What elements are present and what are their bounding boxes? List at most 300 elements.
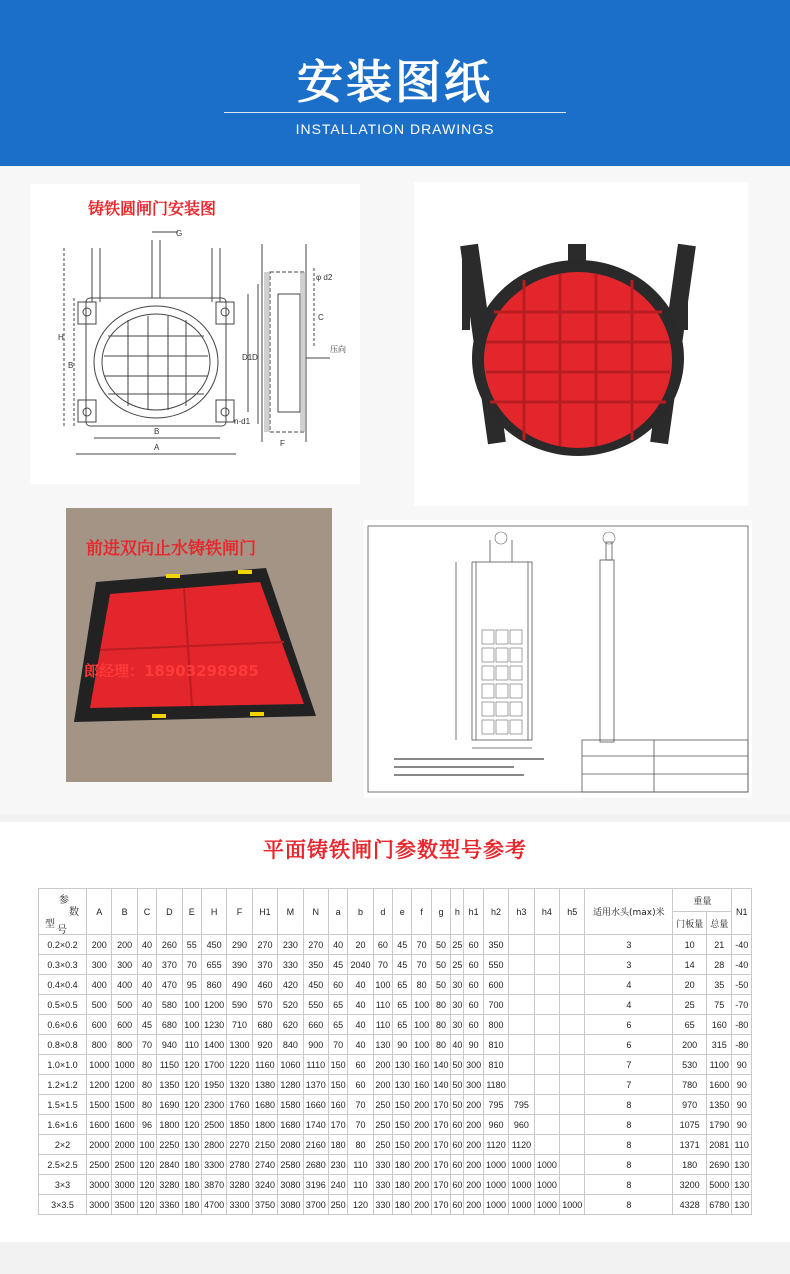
table-cell: 120 xyxy=(182,1055,201,1075)
table-cell: 180 xyxy=(393,1155,412,1175)
model-cell: 1.5×1.5 xyxy=(39,1095,87,1115)
table-cell: 120 xyxy=(348,1195,373,1215)
table-cell: 130 xyxy=(182,1135,201,1155)
table-cell: 120 xyxy=(182,1095,201,1115)
table-cell xyxy=(534,1135,559,1155)
table-cell: 150 xyxy=(328,1055,347,1075)
table-cell: 45 xyxy=(328,955,347,975)
table-cell: 250 xyxy=(328,1195,347,1215)
table-cell xyxy=(560,1035,585,1055)
model-cell: 0.4×0.4 xyxy=(39,975,87,995)
table-cell: 65 xyxy=(393,1015,412,1035)
table-cell: 2500 xyxy=(201,1115,226,1135)
table-cell: 30 xyxy=(451,975,464,995)
col-header: A xyxy=(87,889,112,935)
table-cell xyxy=(509,1015,534,1035)
table-cell: 55 xyxy=(182,935,201,955)
table-cell: 1060 xyxy=(278,1055,303,1075)
table-cell: 370 xyxy=(157,955,182,975)
col-header: f xyxy=(412,889,431,935)
table-cell xyxy=(534,1115,559,1135)
table-cell: 200 xyxy=(412,1135,431,1155)
table-cell: 3500 xyxy=(112,1195,137,1215)
table-cell: 60 xyxy=(348,1075,373,1095)
model-cell: 0.3×0.3 xyxy=(39,955,87,975)
table-cell: 1110 xyxy=(303,1055,328,1075)
table-cell xyxy=(560,955,585,975)
table-cell: 80 xyxy=(137,1055,156,1075)
table-cell: -80 xyxy=(732,1035,752,1055)
table-cell: 130 xyxy=(732,1195,752,1215)
table-cell xyxy=(560,1015,585,1035)
table-cell: 450 xyxy=(303,975,328,995)
table-cell: 660 xyxy=(303,1015,328,1035)
table-cell xyxy=(509,995,534,1015)
table-cell: 940 xyxy=(157,1035,182,1055)
table-cell: 400 xyxy=(87,975,112,995)
table-cell: 95 xyxy=(182,975,201,995)
col-header: g xyxy=(431,889,450,935)
table-cell: 100 xyxy=(137,1135,156,1155)
table-cell: 1120 xyxy=(483,1135,508,1155)
table-cell: 110 xyxy=(732,1135,752,1155)
table-cell: 230 xyxy=(278,935,303,955)
table-cell xyxy=(560,1095,585,1115)
table-cell: 150 xyxy=(393,1095,412,1115)
table-cell: 4 xyxy=(585,995,673,1015)
table-cell: 1500 xyxy=(112,1095,137,1115)
col-header-head: 适用水头(max)米 xyxy=(585,889,673,935)
table-cell: 800 xyxy=(87,1035,112,1055)
table-cell: 21 xyxy=(707,935,732,955)
dim-label-f: F xyxy=(280,439,285,448)
table-cell: 130 xyxy=(393,1055,412,1075)
table-cell: 270 xyxy=(252,935,277,955)
table-cell: 40 xyxy=(137,935,156,955)
table-cell: 200 xyxy=(412,1155,431,1175)
table-cell: 1850 xyxy=(227,1115,252,1135)
table-cell: 680 xyxy=(252,1015,277,1035)
table-cell: 530 xyxy=(673,1055,707,1075)
table-cell: 370 xyxy=(252,955,277,975)
table-cell xyxy=(509,1055,534,1075)
col-header: E xyxy=(182,889,201,935)
table-cell: 200 xyxy=(412,1115,431,1135)
table-cell: 130 xyxy=(373,1035,392,1055)
table-cell: 70 xyxy=(348,1115,373,1135)
dim-label-nd1: n-d1 xyxy=(234,417,251,426)
table-cell: 500 xyxy=(87,995,112,1015)
table-cell: 1000 xyxy=(509,1155,534,1175)
table-cell: 80 xyxy=(412,975,431,995)
table-cell: 655 xyxy=(201,955,226,975)
table-cell: 6 xyxy=(585,1015,673,1035)
table-cell: 350 xyxy=(483,935,508,955)
model-cell: 1.0×1.0 xyxy=(39,1055,87,1075)
col-header-weight: 重量 xyxy=(673,889,732,912)
dim-label-d1: D1 xyxy=(242,353,253,362)
table-row xyxy=(39,1155,752,1175)
table-cell: 1350 xyxy=(707,1095,732,1115)
footer-band xyxy=(0,1242,790,1274)
col-header: M xyxy=(278,889,303,935)
table-cell: 65 xyxy=(673,1015,707,1035)
table-cell xyxy=(534,1015,559,1035)
model-cell: 0.8×0.8 xyxy=(39,1035,87,1055)
table-cell: 40 xyxy=(348,1015,373,1035)
table-cell xyxy=(560,1135,585,1155)
table-cell: 315 xyxy=(707,1035,732,1055)
table-cell: 200 xyxy=(373,1075,392,1095)
corner-label-hao: 号 xyxy=(57,925,67,936)
table-cell: -80 xyxy=(732,1015,752,1035)
table-row xyxy=(39,935,752,955)
table-cell: 3360 xyxy=(157,1195,182,1215)
table-cell: 1380 xyxy=(252,1075,277,1095)
table-cell: 330 xyxy=(278,955,303,975)
table-cell: 680 xyxy=(157,1015,182,1035)
table-cell: 4700 xyxy=(201,1195,226,1215)
table-cell: 2840 xyxy=(157,1155,182,1175)
table-cell: 70 xyxy=(412,935,431,955)
table-cell: 45 xyxy=(393,955,412,975)
table-cell: 270 xyxy=(303,935,328,955)
table-cell: 600 xyxy=(87,1015,112,1035)
table-cell: 70 xyxy=(137,1035,156,1055)
table-cell xyxy=(534,935,559,955)
table-cell: 120 xyxy=(137,1155,156,1175)
table-cell: 65 xyxy=(393,975,412,995)
table-cell: 96 xyxy=(137,1115,156,1135)
table-cell: 2250 xyxy=(157,1135,182,1155)
table-row xyxy=(39,1035,752,1055)
table-cell: 1300 xyxy=(227,1035,252,1055)
header-banner xyxy=(0,0,790,166)
table-cell: 60 xyxy=(451,1195,464,1215)
table-cell: 2160 xyxy=(303,1135,328,1155)
table-cell: 1000 xyxy=(112,1055,137,1075)
parameter-section xyxy=(0,822,790,1242)
bidirectional-gate-caption: 前进双向止水铸铁闸门 xyxy=(86,539,256,559)
table-cell: 100 xyxy=(182,995,201,1015)
table-cell: 300 xyxy=(112,955,137,975)
table-cell: 3000 xyxy=(112,1175,137,1195)
round-gate-drawing xyxy=(30,184,360,484)
contact-phone: 郎经理：18903298985 xyxy=(84,662,259,680)
table-cell: 170 xyxy=(431,1155,450,1175)
table-cell: 3 xyxy=(585,935,673,955)
table-cell: 970 xyxy=(673,1095,707,1115)
table-cell: 2081 xyxy=(707,1135,732,1155)
col-header: B xyxy=(112,889,137,935)
table-cell: 45 xyxy=(137,1015,156,1035)
table-cell: 110 xyxy=(348,1175,373,1195)
table-cell: 170 xyxy=(431,1115,450,1135)
table-cell: 60 xyxy=(451,1115,464,1135)
table-cell: 40 xyxy=(348,1035,373,1055)
table-cell: 810 xyxy=(483,1055,508,1075)
table-cell: 200 xyxy=(464,1195,483,1215)
table-cell: 1320 xyxy=(227,1075,252,1095)
table-cell: 2300 xyxy=(201,1095,226,1115)
table-cell: 960 xyxy=(509,1115,534,1135)
table-cell: 2690 xyxy=(707,1155,732,1175)
col-header: h1 xyxy=(464,889,483,935)
table-cell: 1600 xyxy=(707,1075,732,1095)
table-cell xyxy=(509,1035,534,1055)
table-cell: 490 xyxy=(227,975,252,995)
table-row xyxy=(39,1195,752,1215)
title-divider xyxy=(224,112,566,113)
table-cell: 795 xyxy=(509,1095,534,1115)
table-cell: 60 xyxy=(328,975,347,995)
table-cell: 7 xyxy=(585,1055,673,1075)
table-cell: 700 xyxy=(483,995,508,1015)
table-cell: 4 xyxy=(585,975,673,995)
table-cell: 80 xyxy=(431,1015,450,1035)
table-cell: 100 xyxy=(412,1035,431,1055)
table-cell: 960 xyxy=(483,1115,508,1135)
parameter-table xyxy=(38,888,752,1215)
table-cell: 2800 xyxy=(201,1135,226,1155)
table-cell: 800 xyxy=(112,1035,137,1055)
table-cell: 1000 xyxy=(534,1195,559,1215)
round-gate-photo xyxy=(414,182,748,506)
table-cell: 3870 xyxy=(201,1175,226,1195)
gate-cad-drawing xyxy=(364,520,752,798)
table-cell: 65 xyxy=(393,995,412,1015)
table-cell: 60 xyxy=(451,1155,464,1175)
table-cell xyxy=(534,955,559,975)
table-cell: 2740 xyxy=(252,1155,277,1175)
table-cell: 8 xyxy=(585,1135,673,1155)
table-cell: 80 xyxy=(431,995,450,1015)
table-cell: 1200 xyxy=(87,1075,112,1095)
table-cell: 300 xyxy=(87,955,112,975)
table-cell: 45 xyxy=(393,935,412,955)
table-cell: 14 xyxy=(673,955,707,975)
table-cell: 300 xyxy=(464,1055,483,1075)
table-cell: 100 xyxy=(182,1015,201,1035)
dim-label-d: D xyxy=(252,353,258,362)
table-cell: 8 xyxy=(585,1175,673,1195)
table-cell: 550 xyxy=(483,955,508,975)
table-cell: 2040 xyxy=(348,955,373,975)
col-header: N xyxy=(303,889,328,935)
dim-label-b: B xyxy=(154,427,160,436)
table-cell: 40 xyxy=(348,975,373,995)
table-cell: 3280 xyxy=(157,1175,182,1195)
table-cell: 80 xyxy=(137,1095,156,1115)
table-cell: 8 xyxy=(585,1195,673,1215)
table-cell: 130 xyxy=(732,1155,752,1175)
corner-label-can: 参 xyxy=(59,895,69,906)
table-cell: 40 xyxy=(137,995,156,1015)
table-cell: 3240 xyxy=(252,1175,277,1195)
table-cell: 170 xyxy=(431,1095,450,1115)
table-cell: 795 xyxy=(483,1095,508,1115)
table-cell: 300 xyxy=(464,1075,483,1095)
table-cell xyxy=(560,995,585,1015)
model-cell: 2.5×2.5 xyxy=(39,1155,87,1175)
table-cell: 900 xyxy=(303,1035,328,1055)
table-cell: 500 xyxy=(112,995,137,1015)
round-gate-caption: 铸铁圆闸门安装图 xyxy=(88,199,217,218)
table-cell: 1740 xyxy=(303,1115,328,1135)
table-cell xyxy=(560,1075,585,1095)
model-cell: 0.6×0.6 xyxy=(39,1015,87,1035)
table-cell: 1760 xyxy=(227,1095,252,1115)
round-gate-technical-drawing xyxy=(30,228,360,478)
col-header: H xyxy=(201,889,226,935)
table-cell: 250 xyxy=(373,1135,392,1155)
table-cell: 180 xyxy=(182,1175,201,1195)
table-cell: 840 xyxy=(278,1035,303,1055)
table-cell: 130 xyxy=(393,1075,412,1095)
table-cell: 65 xyxy=(328,995,347,1015)
table-cell: 6 xyxy=(585,1035,673,1055)
table-cell: 200 xyxy=(87,935,112,955)
table-cell: 330 xyxy=(373,1175,392,1195)
table-cell xyxy=(534,1075,559,1095)
corner-label-shu: 数 xyxy=(69,907,79,918)
table-cell: 1000 xyxy=(509,1175,534,1195)
table-cell: 3196 xyxy=(303,1175,328,1195)
col-header: H1 xyxy=(252,889,277,935)
table-cell: 70 xyxy=(412,955,431,975)
table-cell: 1800 xyxy=(252,1115,277,1135)
table-cell: 3080 xyxy=(278,1175,303,1195)
col-header-plate-weight: 门板量 xyxy=(673,912,707,935)
table-cell: 2580 xyxy=(278,1155,303,1175)
table-cell: 160 xyxy=(328,1095,347,1115)
table-cell: 80 xyxy=(137,1075,156,1095)
table-cell: 3000 xyxy=(87,1195,112,1215)
table-cell: 90 xyxy=(393,1035,412,1055)
table-cell: 420 xyxy=(278,975,303,995)
table-cell: 20 xyxy=(348,935,373,955)
table-row xyxy=(39,1075,752,1095)
table-cell: 1075 xyxy=(673,1115,707,1135)
dim-label-a: A xyxy=(154,443,160,452)
parameter-table-body xyxy=(39,935,752,1215)
table-cell: 1600 xyxy=(112,1115,137,1135)
table-cell: 150 xyxy=(393,1115,412,1135)
table-cell: 80 xyxy=(348,1135,373,1155)
col-header-total-weight: 总量 xyxy=(707,912,732,935)
table-cell: 180 xyxy=(393,1175,412,1195)
table-cell: 110 xyxy=(373,1015,392,1035)
table-cell xyxy=(560,1155,585,1175)
table-cell: 60 xyxy=(464,995,483,1015)
table-cell: 170 xyxy=(431,1175,450,1195)
table-cell: 2270 xyxy=(227,1135,252,1155)
table-cell: 3750 xyxy=(252,1195,277,1215)
model-cell: 1.6×1.6 xyxy=(39,1115,87,1135)
table-cell: 1500 xyxy=(87,1095,112,1115)
table-row xyxy=(39,975,752,995)
col-header: D xyxy=(157,889,182,935)
table-cell: 1690 xyxy=(157,1095,182,1115)
table-cell xyxy=(560,1055,585,1075)
table-cell: 90 xyxy=(732,1115,752,1135)
table-row xyxy=(39,1115,752,1135)
table-cell: 3000 xyxy=(87,1175,112,1195)
table-cell: 1200 xyxy=(201,995,226,1015)
table-cell: 1000 xyxy=(560,1195,585,1215)
table-cell: 1700 xyxy=(201,1055,226,1075)
table-row xyxy=(39,1095,752,1115)
table-cell: 250 xyxy=(373,1095,392,1115)
table-cell: 50 xyxy=(451,1095,464,1115)
table-cell: 160 xyxy=(412,1075,431,1095)
table-cell: 250 xyxy=(373,1115,392,1135)
table-cell: 3200 xyxy=(673,1175,707,1195)
gate-cad-sheet xyxy=(364,520,752,798)
table-cell: 2500 xyxy=(112,1155,137,1175)
table-cell xyxy=(534,1095,559,1115)
table-cell: 60 xyxy=(464,935,483,955)
table-cell: 200 xyxy=(464,1175,483,1195)
table-cell: 200 xyxy=(673,1035,707,1055)
table-cell: 120 xyxy=(182,1115,201,1135)
table-cell: 60 xyxy=(464,1015,483,1035)
table-cell: 75 xyxy=(707,995,732,1015)
dim-label-direction: 压向 xyxy=(330,345,346,354)
table-cell: 1680 xyxy=(278,1115,303,1135)
table-cell: 860 xyxy=(201,975,226,995)
table-cell: 50 xyxy=(451,1055,464,1075)
table-cell: 570 xyxy=(252,995,277,1015)
table-cell: 200 xyxy=(412,1095,431,1115)
table-cell: 550 xyxy=(303,995,328,1015)
table-cell: 1230 xyxy=(201,1015,226,1035)
table-cell: 710 xyxy=(227,1015,252,1035)
table-cell: 180 xyxy=(393,1195,412,1215)
table-cell: 1000 xyxy=(483,1175,508,1195)
table-cell xyxy=(509,955,534,975)
table-cell: 7 xyxy=(585,1075,673,1095)
table-cell: 160 xyxy=(707,1015,732,1035)
table-cell: 1790 xyxy=(707,1115,732,1135)
table-cell: 1180 xyxy=(483,1075,508,1095)
table-cell: 200 xyxy=(112,935,137,955)
table-cell: 800 xyxy=(483,1015,508,1035)
table-cell: 90 xyxy=(464,1035,483,1055)
table-cell: 200 xyxy=(464,1135,483,1155)
table-cell: 200 xyxy=(464,1095,483,1115)
table-cell: 5000 xyxy=(707,1175,732,1195)
table-cell xyxy=(560,1115,585,1135)
col-header-n1: N1 xyxy=(732,889,752,935)
table-cell xyxy=(534,975,559,995)
table-cell: 330 xyxy=(373,1195,392,1215)
table-cell: 170 xyxy=(431,1135,450,1155)
table-cell: 1000 xyxy=(87,1055,112,1075)
table-cell: 140 xyxy=(431,1075,450,1095)
table-cell: 1000 xyxy=(534,1155,559,1175)
table-cell xyxy=(560,935,585,955)
table-row xyxy=(39,1015,752,1035)
table-cell: 1150 xyxy=(157,1055,182,1075)
table-cell: -70 xyxy=(732,995,752,1015)
model-cell: 1.2×1.2 xyxy=(39,1075,87,1095)
table-cell: 1370 xyxy=(303,1075,328,1095)
table-cell: 100 xyxy=(412,995,431,1015)
table-cell: 2080 xyxy=(278,1135,303,1155)
col-header: e xyxy=(393,889,412,935)
table-cell: 160 xyxy=(412,1055,431,1075)
